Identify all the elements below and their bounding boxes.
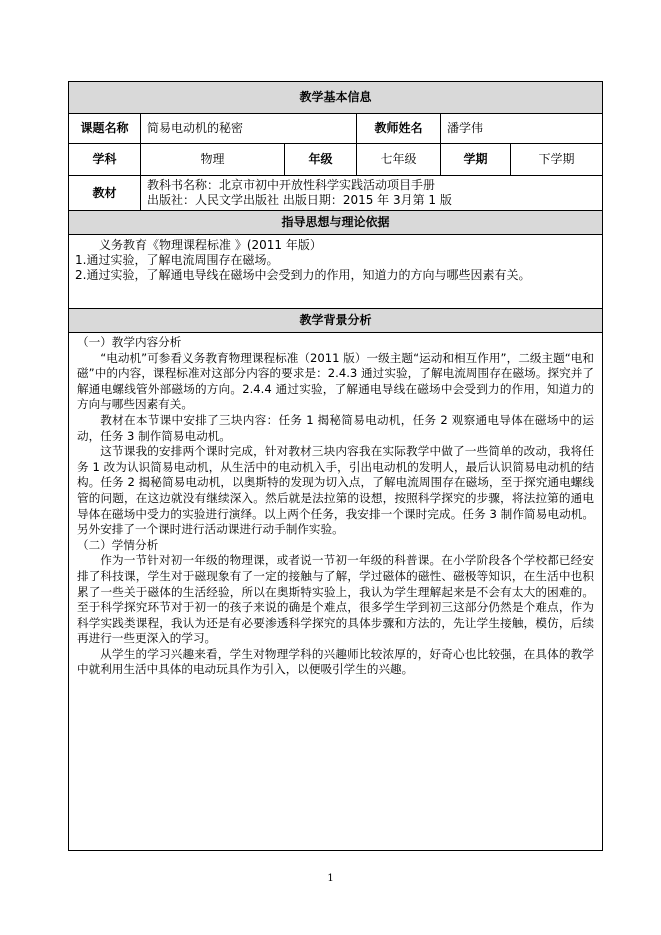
value-textbook xyxy=(141,176,603,211)
label-term: 学期 xyxy=(441,144,511,176)
label-teacher: 教师姓名 xyxy=(357,114,441,144)
label-topic: 课题名称 xyxy=(69,114,141,144)
paragraph-interest: 从学生的学习兴趣来看，学生对物理学科的兴趣师比较浓厚的，好奇心也比较强，在具体的教学中就利用生活中具体的电动玩具作为引入，以便吸引学生的兴趣。 xyxy=(77,646,595,677)
value-topic: 简易电动机的秘密 xyxy=(141,114,357,144)
value-term: 下学期 xyxy=(511,144,603,176)
guiding-point-2: 2.通过实验，了解通电导线在磁场中会受到力的作用，知道力的方向与哪些因素有关。 xyxy=(75,268,531,282)
paragraph-tasks: 教材在本节课中安排了三块内容：任务 1 揭秘简易电动机，任务 2 观察通电导体在磁场中的运动，任务 3 制作简易电动机。 xyxy=(77,412,595,443)
guiding-point-1: 1.通过实验，了解电流周围存在磁场。 xyxy=(75,253,279,267)
guiding-content xyxy=(69,235,603,309)
background-content xyxy=(69,333,603,851)
label-subject: 学科 xyxy=(69,144,141,176)
section-background: 教学背景分析 xyxy=(69,309,603,333)
guiding-standard: 义务教育《物理课程标准 》(2011 年版） xyxy=(99,238,322,252)
section-guiding: 指导思想与理论依据 xyxy=(69,211,603,235)
lesson-plan-table xyxy=(68,81,603,851)
heading-content-analysis: （一）教学内容分析 xyxy=(77,335,182,349)
paragraph-arrangement: 这节课我的安排两个课时完成，针对教材三块内容我在实际教学中做了一些简单的改动，我将任务 1 改为认识简易电动机，从生活中的电动机入手，引出电动机的发明人，最后认识简易电动机的结构。任务 2 揭秘简易电动机，以奥斯特的发现为切入点，了解电流周围存在磁场，至于探究通电螺线管的问题，在这边就没有继续深入。然后就是法拉第的设想，按照科学探究的步骤，将法拉第的通电导体在磁场中受力的实验进行演绎。以上两个任务，我安排一个课时完成。任务 3 制作简易电动机。另外安排了一个课时进行活动课进行动手制作实验。 xyxy=(77,444,595,537)
label-grade: 年级 xyxy=(285,144,357,176)
page-number: 1 xyxy=(327,873,334,884)
value-grade: 七年级 xyxy=(357,144,441,176)
textbook-name: 教科书名称：北京市初中开放性科学实践活动项目手册 xyxy=(147,178,436,192)
paragraph-students: 作为一节针对初一年级的物理课，或者说一节初一年级的科普课。在小学阶段各个学校都已经安排了科技课，学生对于磁现象有了一定的接触与了解，学过磁体的磁性、磁极等知识，在生活中也积累了一些关于磁体的生活经验，所以在奥斯特实验上，我认为学生理解起来是不会有太大的困难的。至于科学探究环节对于初一的孩子来说的确是个难点，很多学生学到初三这部分仍然是个难点，作为科学实践类课程，我认为还是有必要渗透科学探究的具体步骤和方法的，先让学生接触，模仿，后续再进行一些更深入的学习。 xyxy=(77,553,595,646)
paragraph-curriculum: “电动机”可参看义务教育物理课程标准（2011 版）一级主题“运动和相互作用”，二级主题“电和磁”中的内容，课程标准对这部分内容的要求是：2.4.3 通过实验，了解电流周围存在磁场。探究并了解通电螺线管外部磁场的方向。2.4.4 通过实验，了解通电导线在磁场中会受到力的作用，知道力的方向与哪些因素有关。 xyxy=(77,350,595,412)
value-subject: 物理 xyxy=(141,144,285,176)
label-textbook: 教材 xyxy=(69,176,141,211)
section-basic-info: 教学基本信息 xyxy=(69,82,603,114)
heading-student-analysis: （二）学情分析 xyxy=(77,537,159,552)
textbook-publisher: 出版社：人民文学出版社 出版日期：2015 年 3月第 1 版 xyxy=(147,193,452,207)
value-teacher: 潘学伟 xyxy=(441,114,603,144)
